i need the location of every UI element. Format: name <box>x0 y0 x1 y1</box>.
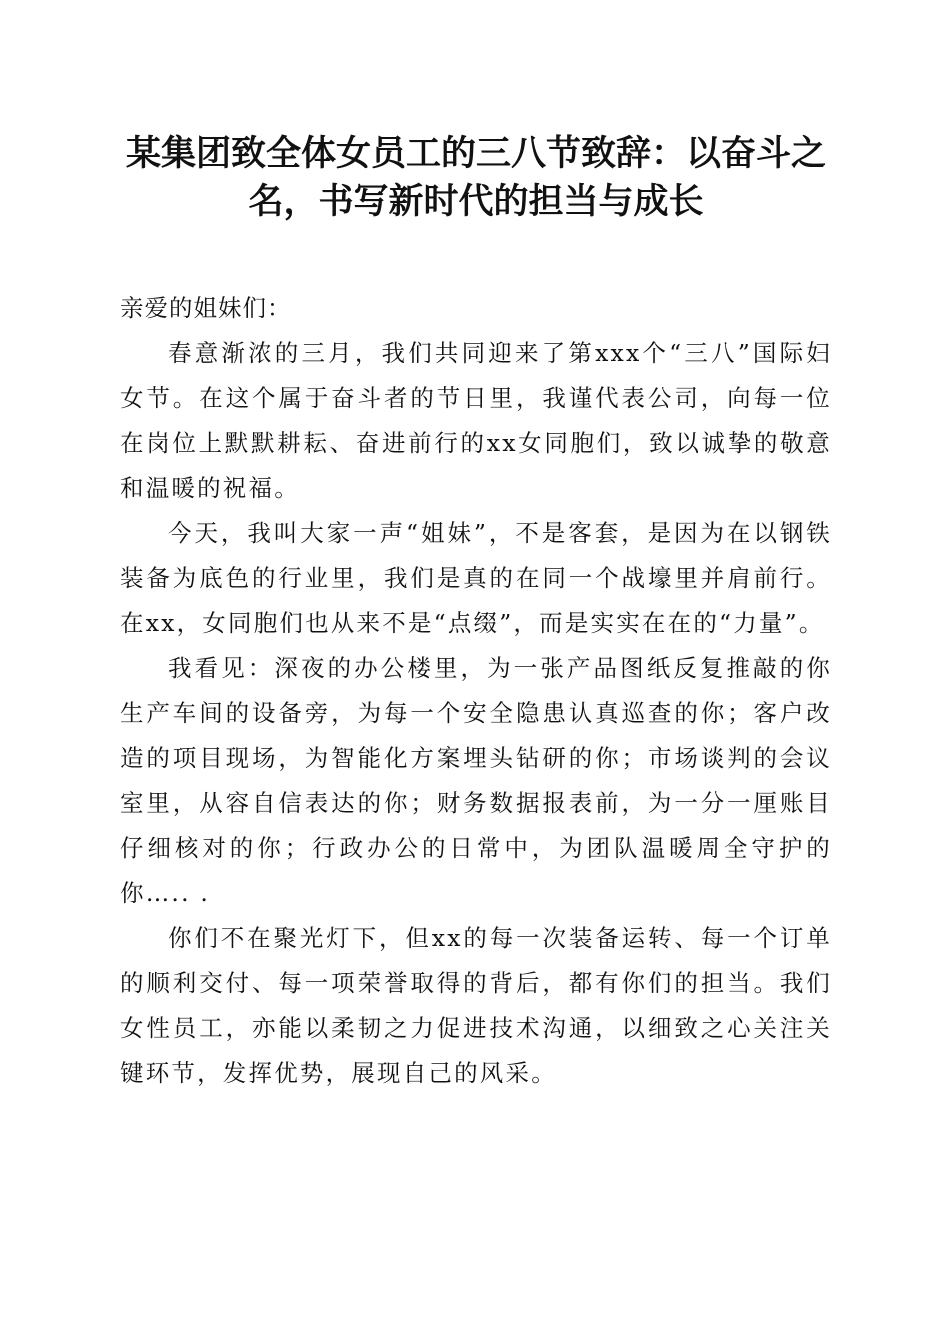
paragraph: 春意渐浓的三月，我们共同迎来了第xxx个“三八”国际妇女节。在这个属于奋斗者的节日里，我谨代表公司，向每一位在岗位上默默耕耘、奋进前行的xx女同胞们，致以诚挚的敬意和温暖的祝福。 <box>120 339 832 502</box>
paragraph: 今天，我叫大家一声“姐妹”，不是客套，是因为在以钢铁装备为底色的行业里，我们是真的在同一个战壕里并肩前行。在xx，女同胞们也从来不是“点缀”，而是实实在在的“力量”。 <box>120 519 832 637</box>
document-page <box>120 130 832 1096</box>
salutation: 亲爱的姐妹们： <box>120 294 292 322</box>
paragraph: 你们不在聚光灯下，但xx的每一次装备运转、每一个订单的顺利交付、每一项荣誉取得的背后，都有你们的担当。我们女性员工，亦能以柔韧之力促进技术沟通，以细致之心关注关键环节，发挥优势，展现自己的风采。 <box>120 924 832 1087</box>
paragraph: 我看见：深夜的办公楼里，为一张产品图纸反复推敲的你生产车间的设备旁，为每一个安全隐患认真巡查的你；客户改造的项目现场，为智能化方案埋头钻研的你；市场谈判的会议室里，从容自信表达的你；财务数据报表前，为一分一厘账目仔细核对的你；行政办公的日常中，为团队温暖周全守护的你….. . <box>120 654 832 907</box>
document-title: 某集团致全体女员工的三八节致辞：以奋斗之名，书写新时代的担当与成长 <box>125 133 826 222</box>
